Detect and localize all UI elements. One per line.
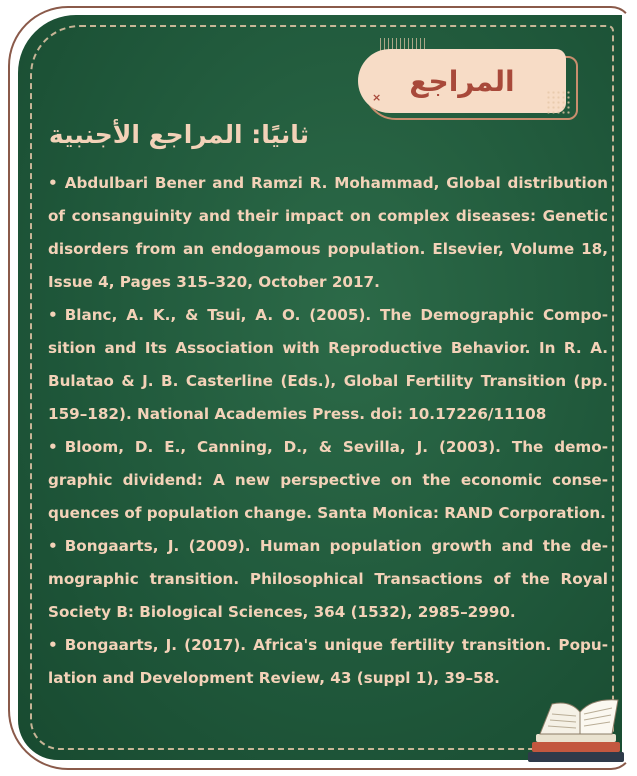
- reference-item: [48, 299, 608, 431]
- reference-list: [48, 167, 608, 695]
- reference-text: Blanc, A. K., & Tsui, A. O. (2005). The Demographic Composition and Its Association with Reproductive Behavior. In R. A. Bulatao & J. B. Casterline (Eds.), Global Fertility Transition (pp. 159–182). National Academies Press. doi: 10.17226/11108: [48, 306, 608, 423]
- reference-text: Bloom, D. E., Canning, D., & Sevilla, J. (2003). The demographic dividend: A new perspective on the economic consequences of population change. Santa Monica: RAND Corporation.: [48, 438, 608, 522]
- bullet-icon: •: [48, 537, 58, 555]
- bullet-icon: •: [48, 438, 58, 456]
- bullet-icon: •: [48, 174, 58, 192]
- reference-text: Bongaarts, J. (2017). Africa's unique fertility transition. Population and Development Review, 43 (suppl 1), 39–58.: [48, 636, 608, 687]
- bullet-icon: •: [48, 636, 58, 654]
- open-book-icon: [522, 690, 632, 770]
- reference-item: [48, 167, 608, 299]
- bullet-icon: •: [48, 306, 58, 324]
- page-title: المراجع: [409, 64, 515, 98]
- dots-decoration: [546, 90, 572, 116]
- reference-text: Bongaarts, J. (2009). Human population growth and the demographic transition. Philosophical Transactions of the Royal Society B: Biological Sciences, 364 (1532), 2985–2990.: [48, 537, 608, 621]
- reference-text: Abdulbari Bener and Ramzi R. Mohammad, Global distribution of consanguinity and their impact on complex diseases: Genetic disorders from an endogamous population. Elsevier, Volume 18, Issue 4, Pages 315–320, October 2017.: [48, 174, 608, 291]
- reference-item: [48, 629, 608, 695]
- reference-item: [48, 431, 608, 530]
- x-decoration: ×: [372, 91, 382, 104]
- section-subtitle: ثانيًا: المراجع الأجنبية: [48, 120, 309, 149]
- reference-item: [48, 530, 608, 629]
